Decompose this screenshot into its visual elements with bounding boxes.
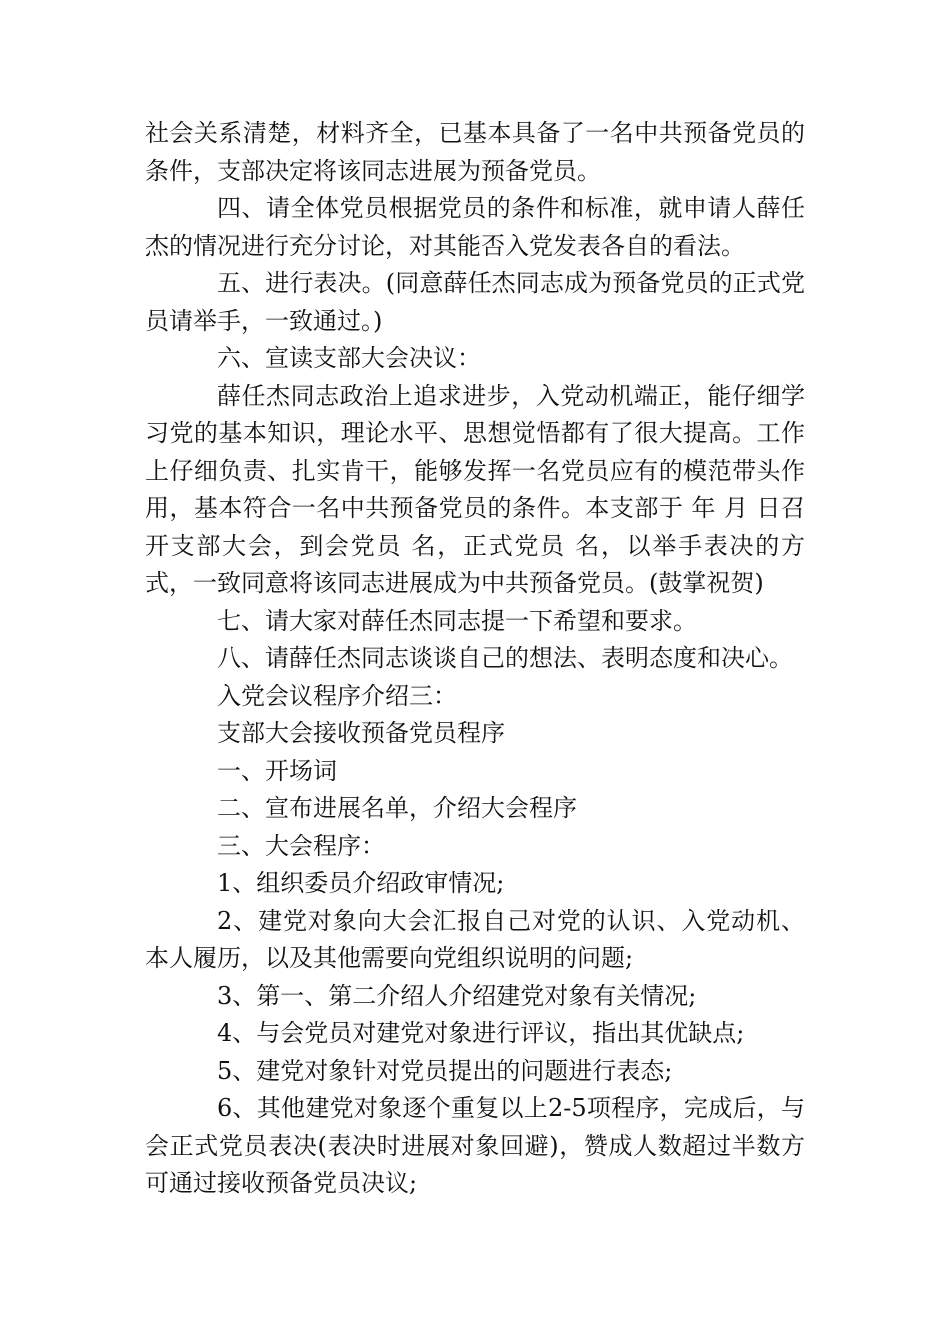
paragraph-resolution: 薛任杰同志政治上追求进步，入党动机端正，能仔细学习党的基本知识，理论水平、思想觉悟都有了很大提高。工作上仔细负责、扎实肯干，能够发挥一名党员应有的模范带头作用，基本符合一名中共预备党员的条件。本支部于 年 月 日召开支部大会，到会党员 名，正式党员 名，以举手表决的方式，一致同意将该同志进展成为中共预备党员。(鼓掌祝贺): [145, 381, 805, 597]
paragraph-continuation: 社会关系清楚，材料齐全，已基本具备了一名中共预备党员的条件，支部决定将该同志进展为预备党员。: [145, 119, 805, 185]
paragraph-item-6: 六、宣读支部大会决议：: [217, 344, 481, 372]
paragraph-item-4: 四、请全体党员根据党员的条件和标准，就申请人薛任杰的情况进行充分讨论，对其能否入党发表各自的看法。: [145, 194, 805, 260]
procedure-substep-1: 1、组织委员介绍政审情况;: [217, 869, 505, 897]
section-subtitle: 支部大会接收预备党员程序: [217, 719, 505, 747]
procedure-substep-5: 5、建党对象针对党员提出的问题进行表态;: [217, 1056, 673, 1085]
procedure-substep-4: 4、与会党员对建党对象进行评议，指出其优缺点;: [217, 1019, 745, 1047]
paragraph-item-7: 七、请大家对薛任杰同志提一下希望和要求。: [217, 606, 697, 635]
procedure-step-1: 一、开场词: [217, 756, 337, 785]
procedure-step-2: 二、宣布进展名单，介绍大会程序: [217, 794, 577, 822]
procedure-substep-2: 2、建党对象向大会汇报自己对党的认识、入党动机、本人履历，以及其他需要向党组织说明的问题;: [145, 906, 805, 972]
procedure-step-3: 三、大会程序：: [217, 831, 385, 860]
procedure-substep-6: 6、其他建党对象逐个重复以上2-5项程序，完成后，与会正式党员表决(表决时进展对象回避)，赞成人数超过半数方可通过接收预备党员决议;: [145, 1094, 805, 1197]
paragraph-item-8: 八、请薛任杰同志谈谈自己的想法、表明态度和决心。: [217, 644, 793, 672]
procedure-substep-3: 3、第一、第二介绍人介绍建党对象有关情况;: [217, 981, 697, 1010]
paragraph-item-5: 五、进行表决。(同意薛任杰同志成为预备党员的正式党员请举手，一致通过。): [145, 269, 805, 335]
document-body: [145, 115, 805, 1203]
section-heading-intro-3: 入党会议程序介绍三：: [217, 681, 457, 710]
